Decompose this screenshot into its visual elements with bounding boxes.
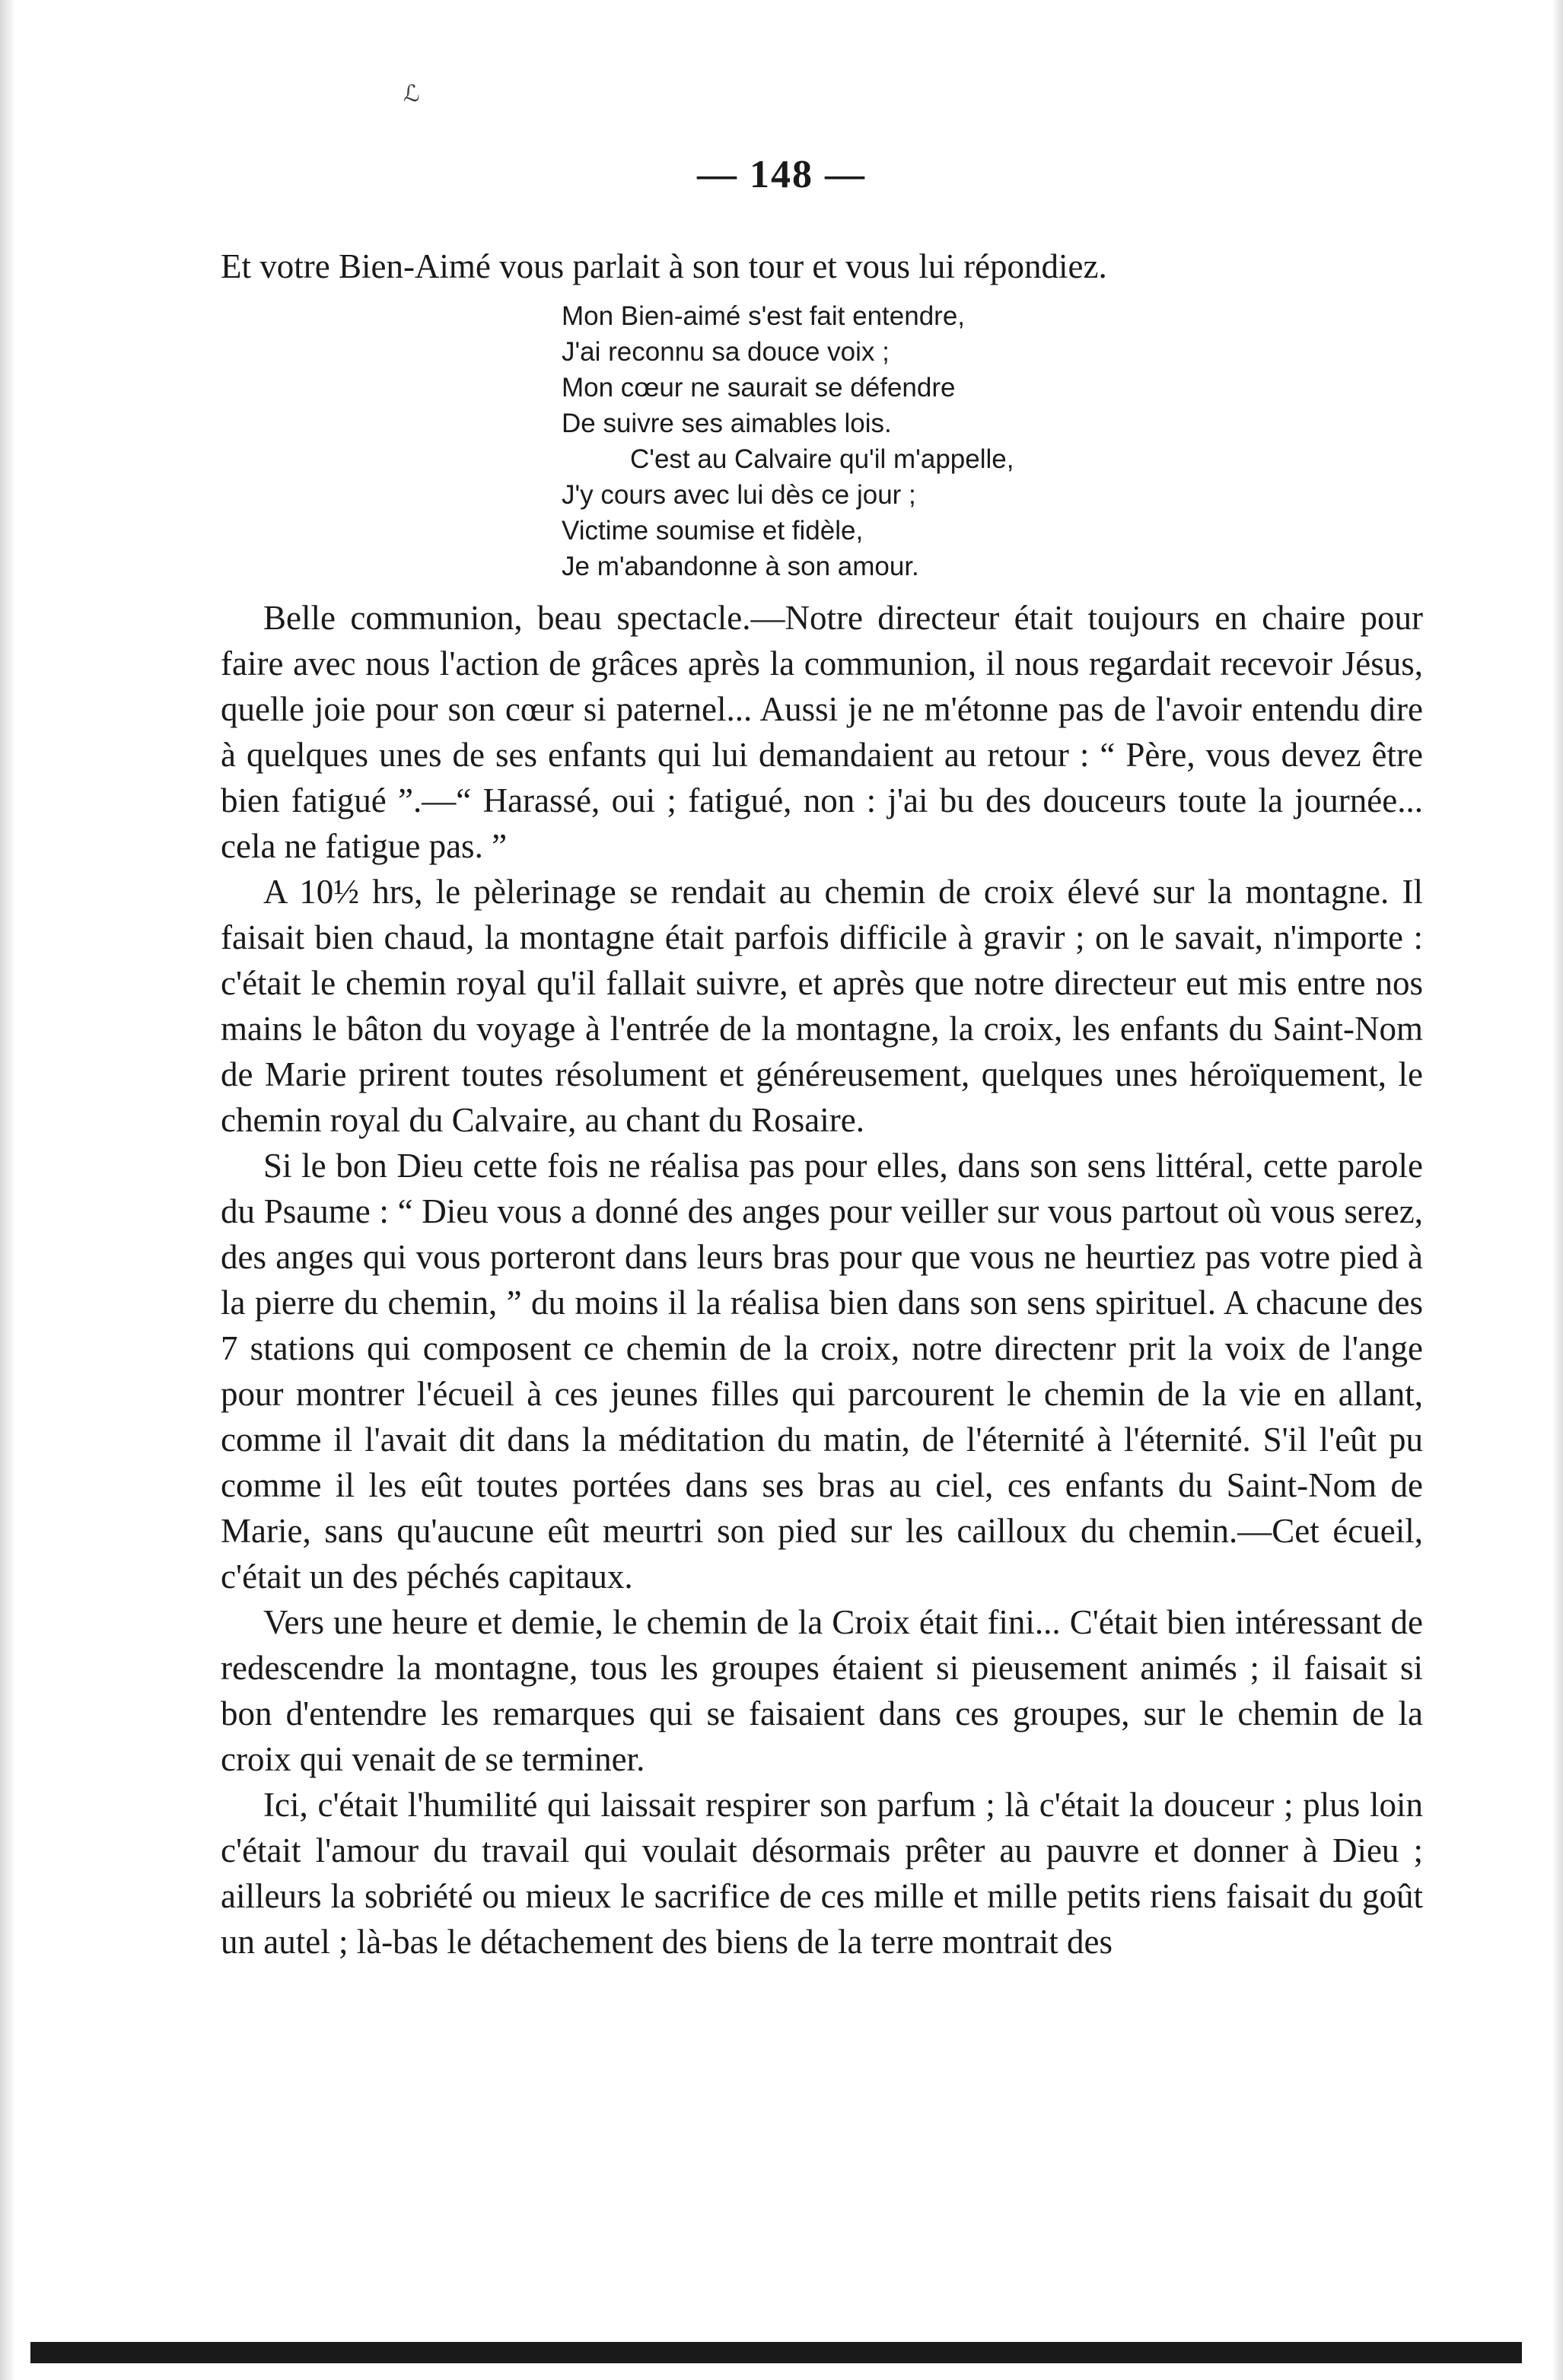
poem-line: C'est au Calvaire qu'il m'appelle, bbox=[630, 444, 1014, 474]
body-paragraph: Belle communion, beau spectacle.—Notre directeur était toujours en chaire pour faire avec nous l'action de grâces après la communion, il nous regardait recevoir Jésus, quelle joie pour son cœur si paternel... Aussi je ne m'étonne pas de l'avoir entendu dire à quelques unes de ses enfants qui lui demandaient au retour : “ Père, vous devez être bien fatigué ”.—“ Harassé, oui ; fatigué, non : j'ai bu des douceurs toute la journée... cela ne fatigue pas. ” bbox=[221, 599, 1423, 865]
page-text bbox=[221, 243, 1423, 1965]
poem-line: J'y cours avec lui dès ce jour ; bbox=[562, 480, 916, 510]
body-paragraph: Si le bon Dieu cette fois ne réalisa pas pour elles, dans son sens littéral, cette parole du Psaume : “ Dieu vous a donné des anges pour veiller sur vous partout où vous serez, des anges qui vous porteront dans leurs bras pour que vous ne heurtiez pas votre pied à la pierre du chemin, ” du moins il la réalisa bien dans son sens spirituel. A chacune des 7 stations qui composent ce chemin de la croix, notre directenr prit la voix de l'ange pour montrer l'écueil à ces jeunes filles qui parcourent le chemin de la vie en allant, comme il l'avait dit dans la méditation du matin, de l'éternité à l'éternité. S'il l'eût pu comme il les eût toutes portées dans ses bras au ciel, ces enfants du Saint-Nom de Marie, sans qu'aucune eût meurtri son pied sur les cailloux du chemin.—Cet écueil, c'était un des péchés capitaux. bbox=[221, 1147, 1423, 1596]
poem-line: Mon Bien-aimé s'est fait entendre, bbox=[562, 301, 966, 331]
page-right-edge-shadow bbox=[1552, 0, 1563, 2380]
poem-line: Mon cœur ne saurait se défendre bbox=[562, 373, 956, 402]
body-paragraph: Vers une heure et demie, le chemin de la Croix était fini... C'était bien intéressant de redescendre la montagne, tous les groupes étaient si pieusement animés ; il faisait si bon d'entendre les remarques qui se faisaient dans ces groupes, sur le chemin de la croix qui venait de se terminer. bbox=[221, 1603, 1423, 1778]
poem-stanza bbox=[562, 298, 1423, 584]
poem-line: Victime soumise et fidèle, bbox=[562, 516, 864, 546]
poem-line: Je m'abandonne à son amour. bbox=[562, 552, 919, 581]
page-number: — 148 — bbox=[697, 153, 866, 196]
folio-mark: ℒ bbox=[403, 81, 420, 107]
poem-line: De suivre ses aimables lois. bbox=[562, 409, 892, 438]
bottom-scan-bar bbox=[30, 2342, 1522, 2363]
body-paragraph: Ici, c'était l'humilité qui laissait respirer son parfum ; là c'était la douceur ; plus loin c'était l'amour du travail qui voulait désormais prêter au pauvre et donner à Dieu ; ailleurs la sobriété ou mieux le sacrifice de ces mille et mille petits riens faisait du goût un autel ; là-bas le détachement des biens de la terre montrait des bbox=[221, 1786, 1423, 1961]
page-left-edge-shadow bbox=[0, 0, 15, 2380]
poem-line: J'ai reconnu sa douce voix ; bbox=[562, 337, 890, 367]
body-paragraph: A 10½ hrs, le pèlerinage se rendait au chemin de croix élevé sur la montagne. Il faisait bien chaud, la montagne était parfois difficile à gravir ; on le savait, n'importe : c'était le chemin royal qu'il fallait suivre, et après que notre directeur eut mis entre nos mains le bâton du voyage à l'entrée de la montagne, la croix, les enfants du Saint-Nom de Marie prirent toutes résolument et généreusement, quelques unes héroïquement, le chemin royal du Calvaire, au chant du Rosaire. bbox=[221, 873, 1423, 1139]
opening-paragraph: Et votre Bien-Aimé vous parlait à son tour et vous lui répondiez. bbox=[221, 247, 1107, 285]
